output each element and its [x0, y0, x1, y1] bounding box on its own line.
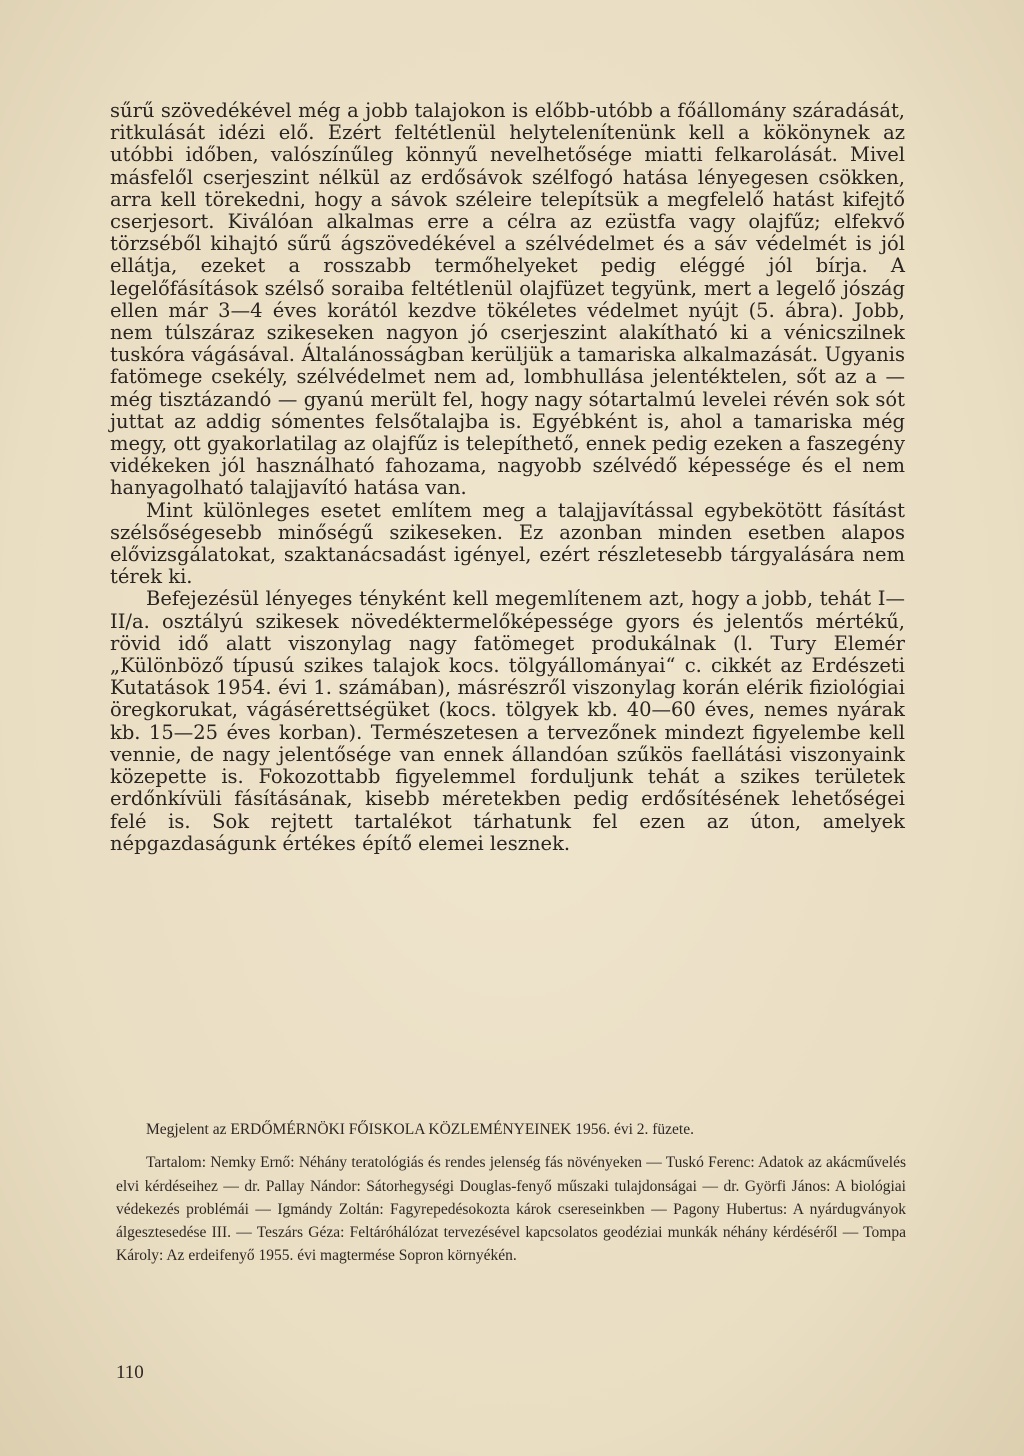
article-body — [110, 100, 905, 855]
paragraph-3: Befejezésül lényeges tényként kell megemlítenem azt, hogy a jobb, tehát I—II/a. osztályú szikesek növedéktermelőképessége gyors és jelentős mértékű, rövid idő alatt viszonylag nagy fatömeget produkálnak (l. Tury Elemér „Különböző típusú szikes talajok kocs. tölgyállományai“ c. cikkét az Erdészeti Kutatások 1954. évi 1. számában), másrészről viszonylag korán elérik fiziológiai öregkorukat, vágásérettségüket (kocs. tölgyek kb. 40—60 éves, nemes nyárak kb. 15—25 éves korban). Természetesen a tervezőnek mindezt figyelembe kell vennie, de nagy jelentősége van ennek állandóan szűkös faellátási viszonyaink közepette is. Fokozottabb figyelemmel forduljunk tehát a szikes területek erdőnkívüli fásításának, kisebb méretekben pedig erdősítésének lehetőségei felé is. Sok rejtett tartalékot tárhatunk fel ezen az úton, amelyek népgazdaságunk értékes építő elemei lesznek. — [110, 587, 905, 855]
notice-contents: Tartalom: Nemky Ernő: Néhány teratológiás és rendes jelenség fás növényeken — Tuskó Ferenc: Adatok az akácművelés elvi kérdéseihez — dr. Pallay Nándor: Sátorhegységi Douglas-fenyő műszaki tulajdonságai — dr. Györfi János: A biológiai védekezés problémái — Igmándy Zoltán: Fagyrepedésokozta károk csereseinkben — Pagony Hubertus: A nyárdugványok álgesztesedése III. — Teszárs Géza: Feltáróhálózat tervezésével kapcsolatos geodéziai munkák néhány kérdéséről — Tompa Károly: Az erdeifenyő 1955. évi magtermése Sopron környékén. — [116, 1154, 906, 1265]
paragraph-2: Mint különleges esetet említem meg a talajjavítással egybekötött fásítást szélsőségesebb minőségű szikeseken. Ez azonban minden esetben alapos elővizsgálatokat, szaktanácsadást igényel, ezért részletesebb tárgyalására nem térek ki. — [110, 498, 905, 589]
publication-notice — [116, 1118, 906, 1278]
notice-published: Megjelent az ERDŐMÉRNÖKI FŐISKOLA KÖZLEMÉNYEINEK 1956. évi 2. füzete. — [146, 1121, 694, 1138]
paragraph-1: sűrű szövedékével még a jobb talajokon is előbb-utóbb a főállomány száradását, ritkulását idézi elő. Ezért feltétlenül helytelenítenünk kell a kökönynek az utóbbi időben, valószínűleg könnyű nevelhetősége miatti felkarolását. Mivel másfelől cserjeszint nélkül az erdősávok szélfogó hatása lényegesen csökken, arra kell törekedni, hogy a sávok széleire telepítsük a megfelelő hatást kifejtő cserjesort. Kiválóan alkalmas erre a célra az ezüstfa vagy olajfűz; elfekvő törzséből kihajtó sűrű ágszövedékével a szélvédelmet és a sáv védelmét is jól ellátja, ezeket a rosszabb termőhelyeket pedig eléggé jól bírja. A legelőfásítások szélső soraiba feltétlenül olajfüzet tegyünk, mert a legelő jószág ellen már 3—4 éves korától kezdve tökéletes védelmet nyújt (5. ábra). Jobb, nem túlszáraz szikeseken nagyon jó cserjeszint alakítható ki a vénicszilnek tuskóra vágásával. Általánosságban kerüljük a tamariska alkalmazását. Ugyanis fatömege csekély, szélvédelmet nem ad, lombhullása jelentéktelen, sőt az a — még tisztázandó — gyanú merült fel, hogy nagy sótartalmú levelei révén sok sót juttat az addig sómentes felsőtalajba is. Egyébként is, ahol a tamariska még megy, ott gyakorlatilag az olajfűz is telepíthető, ennek pedig ezeken a faszegény vidékeken jól használható fahozama, nagyobb szélvédő képessége és el nem hanyagolható talajjavító hatása van. — [110, 99, 905, 500]
page-number: 110 — [116, 1362, 144, 1383]
